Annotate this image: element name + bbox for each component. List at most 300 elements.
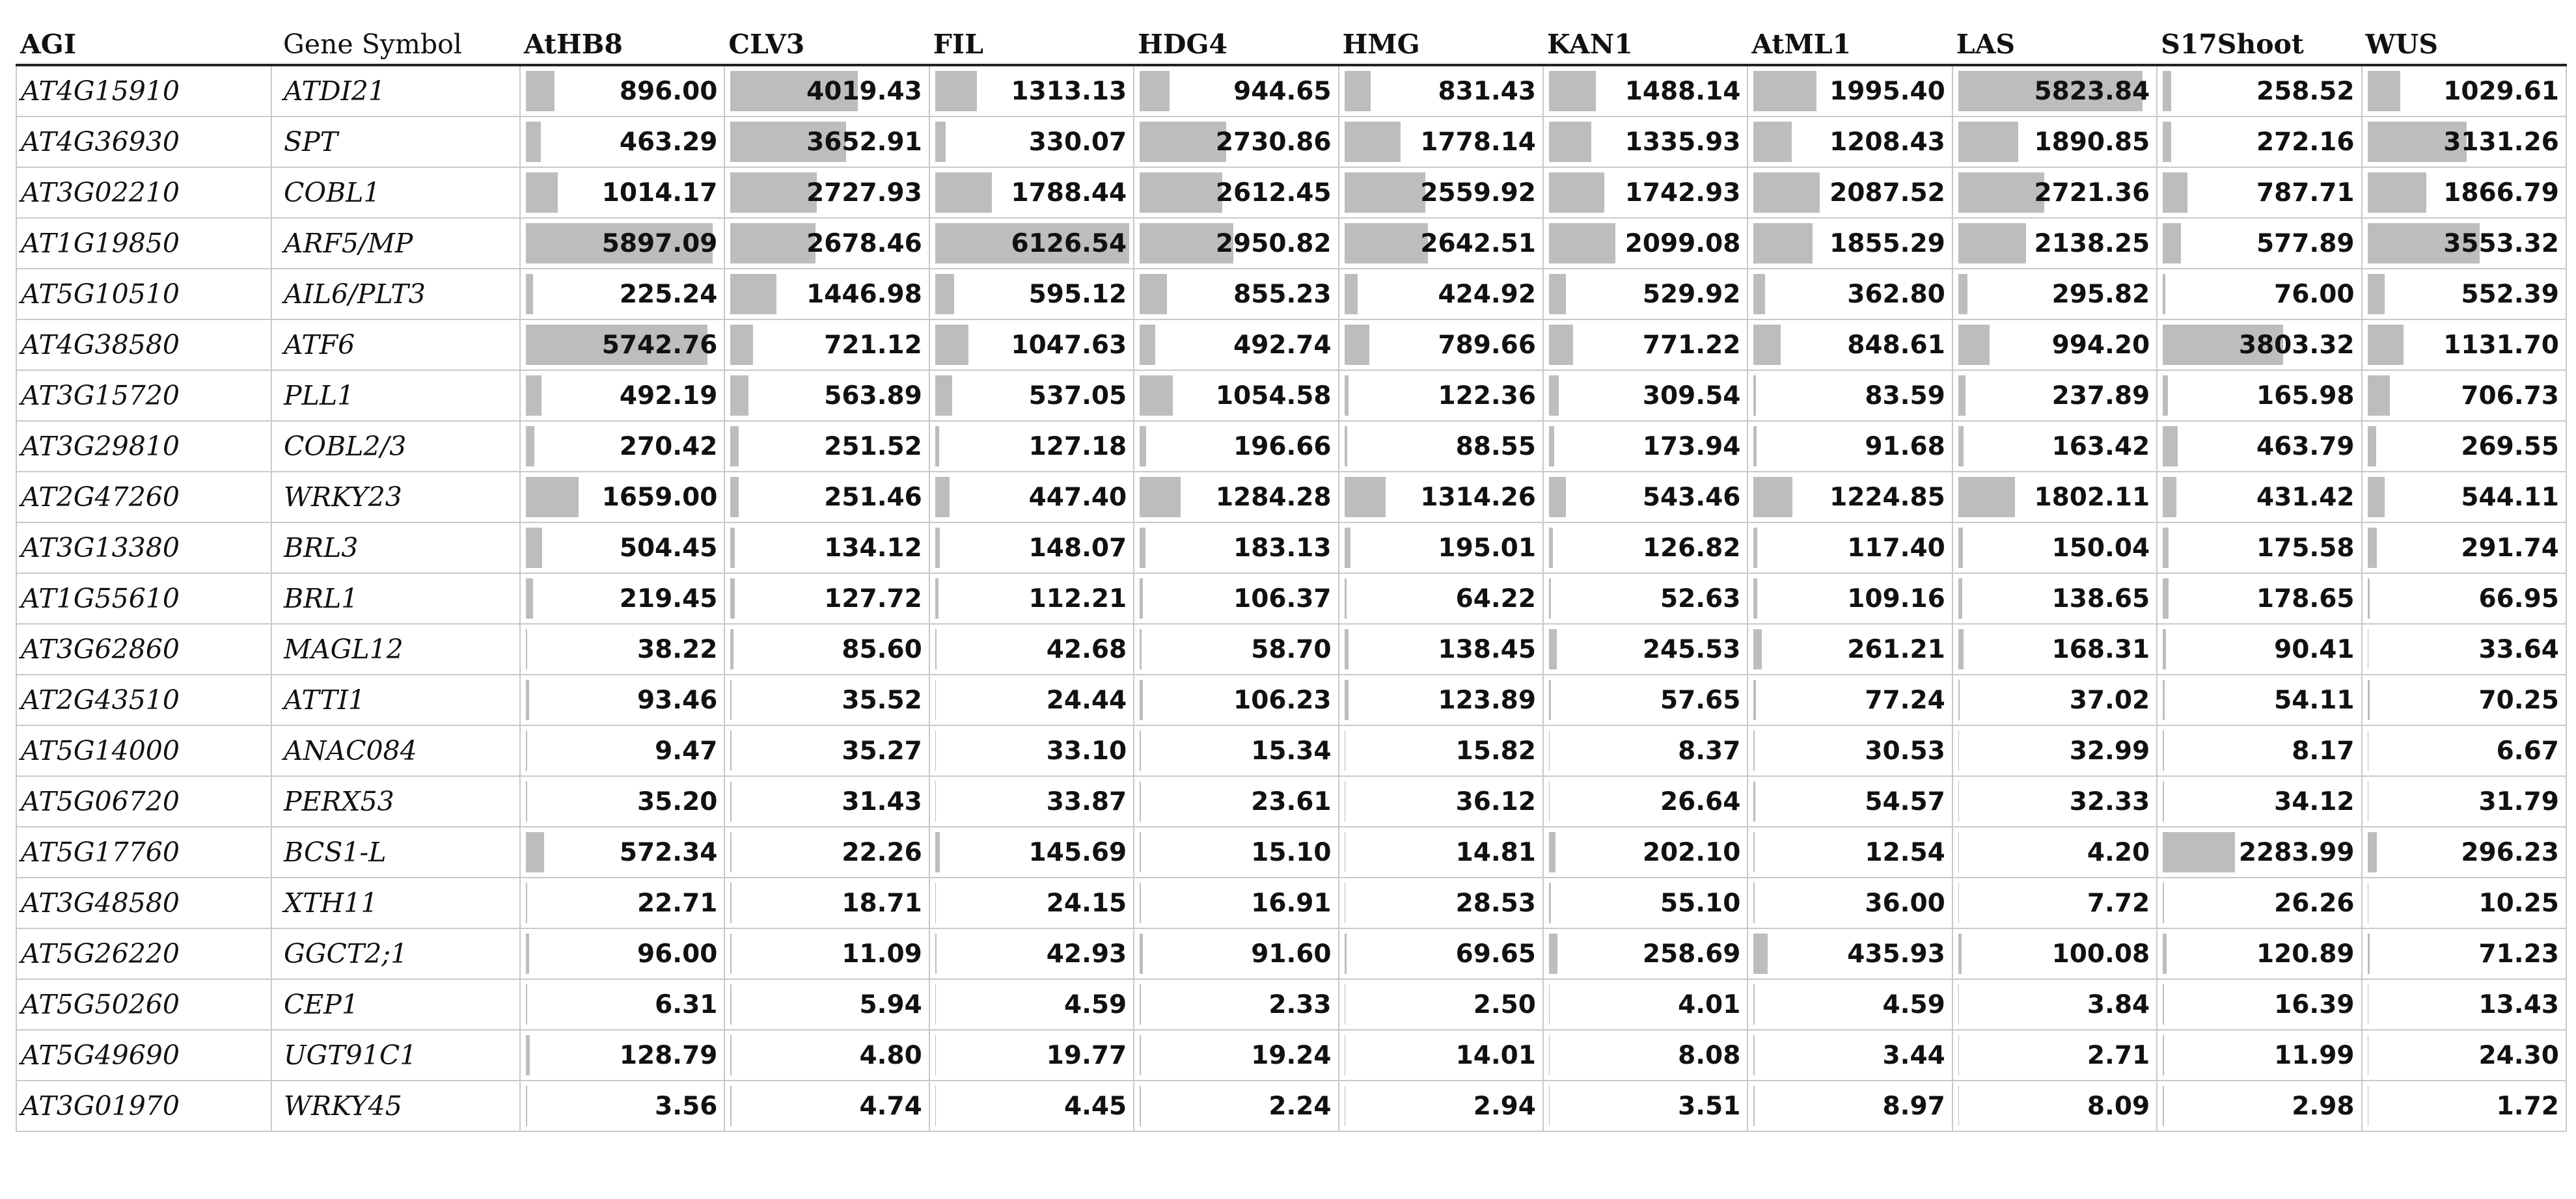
value-cell xyxy=(2157,319,2361,370)
value-cell xyxy=(1543,979,1747,1030)
value-text: 2.50 xyxy=(1473,990,1536,1019)
value-text: 106.37 xyxy=(1233,584,1332,613)
value-text: 771.22 xyxy=(1642,330,1741,360)
value-cell xyxy=(520,167,724,218)
value-text: 145.69 xyxy=(1028,837,1127,867)
value-cell xyxy=(1543,65,1747,116)
value-cell xyxy=(2362,624,2566,675)
value-text: 13.43 xyxy=(2478,990,2559,1019)
value-cell xyxy=(1543,319,1747,370)
value-cell xyxy=(1543,573,1747,624)
gene-symbol-cell: UGT91C1 xyxy=(271,1030,520,1081)
value-text: 76.00 xyxy=(2274,279,2355,309)
table-row xyxy=(16,878,2566,928)
value-text: 91.68 xyxy=(1865,431,1945,461)
table-row xyxy=(16,1030,2566,1081)
value-text: 6.31 xyxy=(655,990,718,1019)
header-atml1: AtML1 xyxy=(1747,25,1952,65)
value-cell xyxy=(724,979,929,1030)
value-text: 544.11 xyxy=(2461,482,2559,512)
value-text: 195.01 xyxy=(1438,533,1536,563)
value-cell xyxy=(1953,370,2157,421)
value-text: 572.34 xyxy=(619,837,718,867)
value-text: 32.33 xyxy=(2069,787,2150,816)
value-cell xyxy=(1134,218,1338,269)
value-cell xyxy=(724,827,929,878)
value-cell xyxy=(1543,675,1747,725)
value-cell xyxy=(1747,319,1952,370)
value-text: 3803.32 xyxy=(2238,330,2355,360)
value-cell xyxy=(1134,878,1338,928)
value-text: 1788.44 xyxy=(1011,178,1127,208)
header-fil: FIL xyxy=(929,25,1134,65)
value-cell xyxy=(2362,1030,2566,1081)
value-cell xyxy=(724,421,929,472)
value-text: 8.08 xyxy=(1678,1040,1741,1070)
value-cell xyxy=(2157,675,2361,725)
value-text: 24.44 xyxy=(1046,685,1127,715)
value-cell xyxy=(2157,878,2361,928)
value-text: 270.42 xyxy=(619,431,718,461)
value-text: 57.65 xyxy=(1660,685,1741,715)
table-row xyxy=(16,167,2566,218)
value-cell xyxy=(2362,319,2566,370)
value-text: 93.46 xyxy=(637,685,718,715)
value-text: 26.26 xyxy=(2274,888,2355,918)
value-cell xyxy=(1543,218,1747,269)
value-text: 543.46 xyxy=(1642,482,1741,512)
value-cell xyxy=(2157,776,2361,827)
value-text: 35.52 xyxy=(842,685,922,715)
value-text: 245.53 xyxy=(1642,634,1741,664)
gene-symbol-cell: GGCT2;1 xyxy=(271,928,520,979)
value-cell xyxy=(724,370,929,421)
value-cell xyxy=(1953,472,2157,522)
value-text: 447.40 xyxy=(1028,482,1127,512)
value-cell xyxy=(2362,827,2566,878)
value-cell xyxy=(1953,1030,2157,1081)
value-text: 4.74 xyxy=(859,1091,922,1121)
value-cell xyxy=(1134,776,1338,827)
value-text: 16.39 xyxy=(2274,990,2355,1019)
value-cell xyxy=(724,319,929,370)
agi-cell: AT2G47260 xyxy=(16,472,271,522)
value-text: 424.92 xyxy=(1438,279,1536,309)
value-text: 529.92 xyxy=(1642,279,1741,309)
value-cell xyxy=(724,1081,929,1131)
gene-symbol-cell: WRKY23 xyxy=(271,472,520,522)
value-cell xyxy=(929,928,1134,979)
value-cell xyxy=(1339,522,1543,573)
table-row xyxy=(16,776,2566,827)
gene-symbol-cell: PLL1 xyxy=(271,370,520,421)
value-cell xyxy=(929,269,1134,319)
gene-symbol-cell: WRKY45 xyxy=(271,1081,520,1131)
value-cell xyxy=(1339,65,1543,116)
value-cell xyxy=(724,472,929,522)
value-text: 30.53 xyxy=(1865,736,1945,766)
value-text: 261.21 xyxy=(1847,634,1945,664)
value-cell xyxy=(1134,167,1338,218)
value-text: 994.20 xyxy=(2051,330,2150,360)
value-text: 2950.82 xyxy=(1215,228,1332,258)
value-text: 6.67 xyxy=(2496,736,2559,766)
value-cell xyxy=(1953,725,2157,776)
agi-cell: AT1G19850 xyxy=(16,218,271,269)
value-cell xyxy=(1953,776,2157,827)
agi-cell: AT5G10510 xyxy=(16,269,271,319)
value-text: 96.00 xyxy=(637,939,718,969)
value-cell xyxy=(2157,1081,2361,1131)
agi-cell: AT4G15910 xyxy=(16,65,271,116)
value-cell xyxy=(1953,624,2157,675)
table-row xyxy=(16,979,2566,1030)
value-cell xyxy=(520,218,724,269)
value-cell xyxy=(1747,776,1952,827)
value-text: 163.42 xyxy=(2051,431,2150,461)
value-cell xyxy=(1134,370,1338,421)
gene-symbol-cell: XTH11 xyxy=(271,878,520,928)
gene-symbol-cell: ATDI21 xyxy=(271,65,520,116)
value-cell xyxy=(1134,472,1338,522)
value-cell xyxy=(724,776,929,827)
value-cell xyxy=(2157,573,2361,624)
value-cell xyxy=(724,65,929,116)
value-cell xyxy=(2157,928,2361,979)
value-text: 2727.93 xyxy=(806,178,922,208)
value-text: 2721.36 xyxy=(2034,178,2150,208)
value-cell xyxy=(520,269,724,319)
value-text: 463.29 xyxy=(619,127,718,157)
value-cell xyxy=(724,1030,929,1081)
gene-symbol-cell: PERX53 xyxy=(271,776,520,827)
gene-symbol-cell: SPT xyxy=(271,116,520,167)
value-text: 106.23 xyxy=(1233,685,1332,715)
value-cell xyxy=(520,1081,724,1131)
value-text: 1778.14 xyxy=(1420,127,1536,157)
value-text: 577.89 xyxy=(2256,228,2355,258)
value-cell xyxy=(1747,218,1952,269)
value-text: 789.66 xyxy=(1438,330,1536,360)
value-cell xyxy=(1747,472,1952,522)
value-text: 1314.26 xyxy=(1420,482,1536,512)
value-cell xyxy=(1747,421,1952,472)
table-row xyxy=(16,1081,2566,1131)
value-cell xyxy=(1543,878,1747,928)
value-text: 10.25 xyxy=(2478,888,2559,918)
value-text: 1054.58 xyxy=(1215,381,1332,411)
gene-symbol-cell: ATF6 xyxy=(271,319,520,370)
value-text: 22.71 xyxy=(637,888,718,918)
header-s17shoot: S17Shoot xyxy=(2157,25,2361,65)
value-cell xyxy=(1134,725,1338,776)
value-text: 8.37 xyxy=(1678,736,1741,766)
value-cell xyxy=(1747,167,1952,218)
value-text: 55.10 xyxy=(1660,888,1741,918)
value-cell xyxy=(929,1030,1134,1081)
value-cell xyxy=(929,827,1134,878)
value-text: 123.89 xyxy=(1438,685,1536,715)
value-text: 237.89 xyxy=(2051,381,2150,411)
agi-cell: AT5G06720 xyxy=(16,776,271,827)
value-cell xyxy=(929,65,1134,116)
value-text: 183.13 xyxy=(1233,533,1332,563)
value-cell xyxy=(1339,421,1543,472)
value-cell xyxy=(1134,116,1338,167)
value-cell xyxy=(1134,624,1338,675)
value-text: 196.66 xyxy=(1233,431,1332,461)
value-cell xyxy=(1953,421,2157,472)
value-text: 855.23 xyxy=(1233,279,1332,309)
value-text: 8.09 xyxy=(2087,1091,2150,1121)
value-text: 5.94 xyxy=(859,990,922,1019)
value-text: 787.71 xyxy=(2256,178,2355,208)
value-cell xyxy=(520,725,724,776)
value-cell xyxy=(1747,1081,1952,1131)
value-text: 1855.29 xyxy=(1829,228,1945,258)
header-clv3: CLV3 xyxy=(724,25,929,65)
value-text: 33.64 xyxy=(2478,634,2559,664)
value-cell xyxy=(520,1030,724,1081)
agi-cell: AT4G36930 xyxy=(16,116,271,167)
value-text: 492.74 xyxy=(1233,330,1332,360)
value-text: 896.00 xyxy=(619,76,718,106)
value-cell xyxy=(1953,878,2157,928)
value-text: 1866.79 xyxy=(2443,178,2559,208)
value-cell xyxy=(1339,624,1543,675)
value-text: 150.04 xyxy=(2051,533,2150,563)
value-cell xyxy=(1134,573,1338,624)
value-text: 77.24 xyxy=(1865,685,1945,715)
agi-cell: AT3G48580 xyxy=(16,878,271,928)
value-text: 165.98 xyxy=(2256,381,2355,411)
value-cell xyxy=(1339,1030,1543,1081)
value-text: 91.60 xyxy=(1251,939,1332,969)
value-text: 552.39 xyxy=(2461,279,2559,309)
value-cell xyxy=(1543,725,1747,776)
table-row xyxy=(16,725,2566,776)
value-text: 258.69 xyxy=(1642,939,1741,969)
value-text: 1131.70 xyxy=(2443,330,2559,360)
value-cell xyxy=(1339,218,1543,269)
value-cell xyxy=(520,370,724,421)
value-text: 362.80 xyxy=(1847,279,1945,309)
agi-cell: AT3G62860 xyxy=(16,624,271,675)
value-cell xyxy=(2157,370,2361,421)
value-cell xyxy=(1339,472,1543,522)
value-text: 120.89 xyxy=(2256,939,2355,969)
value-text: 14.81 xyxy=(1455,837,1536,867)
value-text: 134.12 xyxy=(824,533,922,563)
value-text: 831.43 xyxy=(1438,76,1536,106)
value-cell xyxy=(1134,928,1338,979)
value-cell xyxy=(1339,979,1543,1030)
value-text: 3131.26 xyxy=(2443,127,2559,157)
value-cell xyxy=(2157,979,2361,1030)
value-text: 58.70 xyxy=(1251,634,1332,664)
value-cell xyxy=(2362,675,2566,725)
value-text: 15.10 xyxy=(1251,837,1332,867)
value-cell xyxy=(2157,218,2361,269)
value-text: 431.42 xyxy=(2256,482,2355,512)
value-cell xyxy=(2157,167,2361,218)
value-cell xyxy=(929,218,1134,269)
value-text: 138.65 xyxy=(2051,584,2150,613)
value-text: 138.45 xyxy=(1438,634,1536,664)
value-text: 127.18 xyxy=(1028,431,1127,461)
value-text: 492.19 xyxy=(619,381,718,411)
value-text: 52.63 xyxy=(1660,584,1741,613)
value-text: 537.05 xyxy=(1028,381,1127,411)
expression-table xyxy=(16,25,2567,1132)
value-cell xyxy=(2362,725,2566,776)
value-cell xyxy=(1134,522,1338,573)
value-cell xyxy=(1747,624,1952,675)
table-row xyxy=(16,65,2566,116)
value-text: 251.52 xyxy=(824,431,922,461)
value-text: 296.23 xyxy=(2461,837,2559,867)
value-cell xyxy=(1543,624,1747,675)
value-cell xyxy=(1747,370,1952,421)
agi-cell: AT5G17760 xyxy=(16,827,271,878)
gene-symbol-cell: BRL1 xyxy=(271,573,520,624)
agi-cell: AT5G14000 xyxy=(16,725,271,776)
value-text: 2.71 xyxy=(2087,1040,2150,1070)
value-cell xyxy=(724,116,929,167)
value-cell xyxy=(1953,1081,2157,1131)
value-cell xyxy=(520,116,724,167)
value-text: 1995.40 xyxy=(1829,76,1945,106)
agi-cell: AT5G49690 xyxy=(16,1030,271,1081)
value-cell xyxy=(1134,1030,1338,1081)
value-text: 3.84 xyxy=(2087,990,2150,1019)
agi-cell: AT3G13380 xyxy=(16,522,271,573)
value-cell xyxy=(1747,522,1952,573)
table-row xyxy=(16,218,2566,269)
value-text: 42.93 xyxy=(1046,939,1127,969)
value-text: 37.02 xyxy=(2069,685,2150,715)
value-cell xyxy=(1134,675,1338,725)
gene-symbol-cell: AIL6/PLT3 xyxy=(271,269,520,319)
value-cell xyxy=(1747,1030,1952,1081)
value-cell xyxy=(2362,1081,2566,1131)
value-cell xyxy=(520,675,724,725)
value-text: 18.71 xyxy=(842,888,922,918)
value-cell xyxy=(520,928,724,979)
value-cell xyxy=(1747,675,1952,725)
value-text: 19.77 xyxy=(1046,1040,1127,1070)
table-row xyxy=(16,827,2566,878)
value-text: 269.55 xyxy=(2461,431,2559,461)
value-cell xyxy=(1543,1081,1747,1131)
value-text: 15.82 xyxy=(1455,736,1536,766)
value-text: 5742.76 xyxy=(601,330,718,360)
value-text: 563.89 xyxy=(824,381,922,411)
value-text: 15.34 xyxy=(1251,736,1332,766)
table-row xyxy=(16,928,2566,979)
value-text: 109.16 xyxy=(1847,584,1945,613)
value-cell xyxy=(2362,370,2566,421)
value-cell xyxy=(520,878,724,928)
value-text: 2730.86 xyxy=(1215,127,1332,157)
value-cell xyxy=(929,1081,1134,1131)
agi-cell: AT3G01970 xyxy=(16,1081,271,1131)
value-cell xyxy=(1134,1081,1338,1131)
value-text: 112.21 xyxy=(1028,584,1127,613)
value-cell xyxy=(724,218,929,269)
value-cell xyxy=(724,675,929,725)
value-cell xyxy=(1953,116,2157,167)
gene-symbol-cell: BCS1-L xyxy=(271,827,520,878)
value-cell xyxy=(1339,675,1543,725)
value-text: 944.65 xyxy=(1233,76,1332,106)
value-text: 122.36 xyxy=(1438,381,1536,411)
agi-cell: AT3G29810 xyxy=(16,421,271,472)
value-cell xyxy=(1339,776,1543,827)
value-cell xyxy=(2362,472,2566,522)
value-cell xyxy=(2362,218,2566,269)
value-cell xyxy=(1339,725,1543,776)
value-text: 9.47 xyxy=(655,736,718,766)
value-cell xyxy=(520,472,724,522)
value-cell xyxy=(1953,827,2157,878)
value-text: 83.59 xyxy=(1865,381,1945,411)
value-text: 1742.93 xyxy=(1624,178,1741,208)
value-text: 1335.93 xyxy=(1624,127,1741,157)
value-cell xyxy=(1953,167,2157,218)
value-cell xyxy=(1134,421,1338,472)
value-text: 1047.63 xyxy=(1011,330,1127,360)
table-row xyxy=(16,675,2566,725)
value-cell xyxy=(1339,116,1543,167)
value-text: 70.25 xyxy=(2478,685,2559,715)
value-cell xyxy=(1543,928,1747,979)
value-cell xyxy=(2362,878,2566,928)
value-cell xyxy=(2157,269,2361,319)
value-cell xyxy=(929,522,1134,573)
value-cell xyxy=(724,624,929,675)
value-cell xyxy=(1953,928,2157,979)
value-cell xyxy=(1134,827,1338,878)
table-row xyxy=(16,573,2566,624)
value-text: 2642.51 xyxy=(1420,228,1536,258)
value-text: 64.22 xyxy=(1455,584,1536,613)
value-cell xyxy=(1953,218,2157,269)
gene-symbol-cell: MAGL12 xyxy=(271,624,520,675)
value-text: 100.08 xyxy=(2051,939,2150,969)
value-cell xyxy=(1339,269,1543,319)
value-cell xyxy=(1339,319,1543,370)
value-cell xyxy=(1543,472,1747,522)
value-cell xyxy=(1134,979,1338,1030)
value-text: 2283.99 xyxy=(2238,837,2355,867)
value-text: 272.16 xyxy=(2256,127,2355,157)
value-cell xyxy=(2157,725,2361,776)
value-cell xyxy=(520,421,724,472)
value-cell xyxy=(1543,421,1747,472)
value-text: 3652.91 xyxy=(806,127,922,157)
agi-cell: AT3G02210 xyxy=(16,167,271,218)
header-agi: AGI xyxy=(16,25,271,65)
value-text: 90.41 xyxy=(2274,634,2355,664)
value-cell xyxy=(2157,116,2361,167)
value-text: 128.79 xyxy=(619,1040,718,1070)
value-cell xyxy=(724,522,929,573)
value-text: 8.97 xyxy=(1882,1091,1945,1121)
value-text: 35.20 xyxy=(637,787,718,816)
value-text: 721.12 xyxy=(824,330,922,360)
table-row xyxy=(16,522,2566,573)
